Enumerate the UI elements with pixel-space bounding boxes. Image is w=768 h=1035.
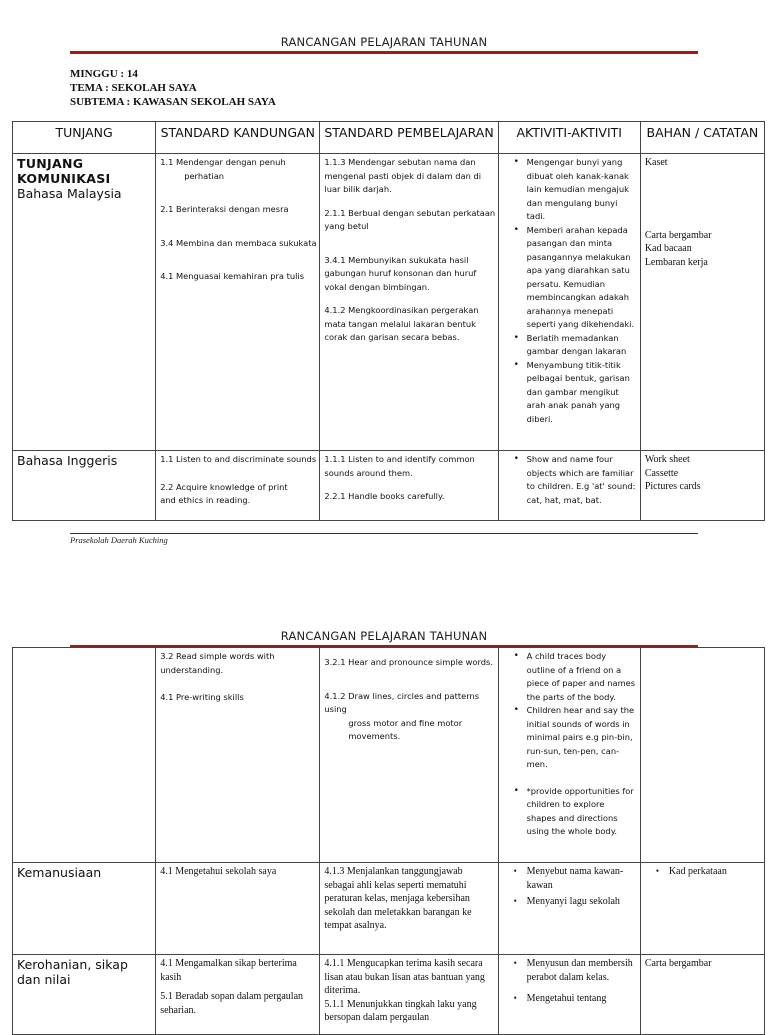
bahan-cell	[640, 451, 764, 521]
standard-pembelajaran-cell	[320, 955, 498, 1035]
table-header-row	[13, 122, 765, 154]
sp-line: vokal dengan bimbingan.	[324, 281, 430, 292]
bahan-cell	[640, 863, 764, 955]
tunjang-cell	[13, 154, 156, 451]
aktiviti-list	[503, 650, 636, 839]
sp-line: corak dan garisan secara bebas.	[324, 332, 460, 342]
tunjang-subject: Kerohanian, sikap dan nilai	[17, 957, 128, 987]
lesson-plan-table	[12, 121, 765, 521]
lesson-plan-table	[12, 647, 765, 1035]
standard-kandungan-cell	[156, 154, 320, 451]
sk-item: understanding.	[160, 664, 224, 675]
sp-line: 3.2.1 Hear and pronounce simple words.	[324, 657, 493, 667]
table-row	[13, 154, 765, 451]
aktiviti-list	[503, 865, 636, 909]
sp-line: 5.1.1 Menunjukkan tingkah laku yang bersopan dalam pergaulan	[324, 998, 477, 1023]
standard-kandungan-cell	[156, 648, 320, 863]
sp-line: 4.1.2 Mengkoordinasikan pergerakan	[324, 305, 479, 315]
aktiviti-cell	[498, 154, 640, 451]
list-item: • Menyambung titik-titik pelbagai bentuk, garisan dan gambar mengikut arah anak panah yang diberi.	[527, 359, 636, 427]
standard-pembelajaran-cell	[320, 451, 498, 521]
sp-line: 2.2.1 Handle books carefully.	[324, 491, 445, 501]
tema-label: TEMA : SEKOLAH SAYA	[70, 82, 197, 94]
tunjang-cell	[13, 648, 156, 863]
table-row	[13, 648, 765, 863]
bahan-list	[645, 865, 760, 879]
sp-line: gross motor and fine motor	[348, 717, 463, 728]
sp-line: 4.1.2 Draw lines, circles and patterns	[324, 690, 480, 701]
bahan-cell	[640, 648, 764, 863]
bahan-cell	[640, 154, 764, 451]
sp-line: 1.1.3 Mendengar sebutan nama dan	[324, 157, 476, 167]
sp-line: 2.1.1 Berbual dengan sebutan perkataan	[324, 207, 496, 218]
sk-item: 2.2 Acquire knowledge of print	[160, 481, 288, 492]
header-standard-pembelajaran: STANDARD PEMBELAJARAN	[320, 122, 498, 154]
sk-item: 5.1 Beradab sopan dalam pergaulan seharian.	[160, 991, 304, 1016]
list-item: • Menyebut nama kawan-kawan	[527, 865, 636, 892]
sk-item: 1.1 Mendengar dengan penuh	[160, 157, 286, 167]
subtema-label: SUBTEMA : KAWASAN SEKOLAH SAYA	[70, 96, 276, 108]
aktiviti-cell	[498, 863, 640, 955]
list-item: • Show and name four objects which are familiar to children. E.g 'at' sound: cat, hat, mat, bat.	[527, 453, 636, 507]
header-standard-kandungan: STANDARD KANDUNGAN	[156, 122, 320, 154]
aktiviti-cell	[498, 451, 640, 521]
list-item: • A child traces body outline of a friend on a piece of paper and names the parts of the body.	[527, 650, 636, 704]
bahan-item: Lembaran kerja	[644, 256, 708, 268]
list-item: • Mengengar bunyi yang dibuat oleh kanak-kanak lain kemudian mengajuk dan mengulang bunyi tadi.	[527, 156, 636, 224]
standard-kandungan-cell	[156, 955, 320, 1035]
bahan-item: Carta bergambar	[644, 229, 712, 241]
bahan-cell	[640, 955, 764, 1035]
bahan-item: Carta bergambar	[644, 958, 712, 969]
list-item: • Berlatih memadankan gambar dengan lakaran	[527, 332, 636, 359]
sp-line: gabungan huruf konsonan dan huruf	[324, 268, 477, 278]
standard-pembelajaran-cell	[320, 154, 498, 451]
sp-line: movements.	[348, 731, 401, 741]
sp-line: mengenal pasti objek di dalam dan di	[324, 170, 482, 181]
list-item: • *provide opportunities for children to explore shapes and directions using the whole body.	[527, 785, 636, 839]
footer-rule	[70, 533, 698, 534]
sp-line: 4.1.3 Menjalankan tanggungjawab sebagai ahli kelas seperti mematuhi peraturan kelas, menjaga kebersihan sekolah dan meletakkan barangan ke tempat asalnya.	[324, 866, 472, 931]
tunjang-cell	[13, 863, 156, 955]
list-item: • Memberi arahan kepada pasangan dan minta pasangannya melakukan apa yang diarahkan satu persatu. Kemudian membincangkan adakah arahannya menepati seperti yang dikehendaki.	[527, 224, 636, 332]
sk-item: 3.2 Read simple words with	[160, 651, 275, 661]
tunjang-subject: Kemanusiaan	[17, 865, 102, 880]
page-title: RANCANGAN PELAJARAN TAHUNAN	[280, 629, 488, 643]
lesson-meta	[70, 67, 276, 109]
tunjang-cell	[13, 451, 156, 521]
tunjang-cell	[13, 955, 156, 1035]
standard-pembelajaran-cell	[320, 863, 498, 955]
header-tunjang: TUNJANG	[13, 122, 156, 154]
aktiviti-list	[503, 453, 636, 507]
sk-item: 4.1 Mengamalkan sikap berterima kasih	[160, 958, 297, 983]
list-item: • Mengetahui tentang	[527, 992, 636, 1006]
page-title: RANCANGAN PELAJARAN TAHUNAN	[280, 35, 488, 49]
list-item: • Menyusun dan membersih perabot dalam kelas.	[527, 957, 636, 984]
aktiviti-list	[503, 957, 636, 1006]
table-row	[13, 863, 765, 955]
sk-item: 4.1 Mengetahui sekolah saya	[160, 866, 277, 877]
sk-item: 2.1 Berinteraksi dengan mesra	[160, 204, 289, 214]
bahan-item: Work sheet	[644, 454, 690, 465]
bahan-item: Kaset	[644, 157, 668, 168]
table-row	[13, 451, 765, 521]
sk-item: 1.1 Listen to and discriminate sounds	[160, 454, 317, 464]
list-item: • Children hear and say the initial sounds of words in minimal pairs e.g pin-bin, run-sun, ten-pen, can-men.	[527, 704, 636, 772]
bahan-item: Kad bacaan	[644, 243, 692, 254]
sk-item: 4.1 Menguasai kemahiran pra tulis	[160, 271, 305, 281]
sp-line: using	[324, 704, 347, 714]
sp-line: 3.4.1 Membunyikan sukukata hasil	[324, 254, 469, 265]
aktiviti-list	[503, 156, 636, 426]
tunjang-subject: Bahasa Malaysia	[17, 186, 122, 201]
list-item: • Menyanyi lagu sekolah	[527, 895, 636, 909]
sp-line: yang betul	[324, 221, 369, 231]
sk-item: 3.4 Membina dan membaca sukukata	[160, 237, 317, 248]
header-aktiviti: AKTIVITI-AKTIVITI	[498, 122, 640, 154]
sp-line: 1.1.1 Listen to and identify common	[324, 454, 475, 464]
standard-pembelajaran-cell	[320, 648, 498, 863]
sp-line: 4.1.1 Mengucapkan terima kasih secara lisan atau bukan lisan atas bantuan yang diterima.	[324, 958, 485, 996]
tunjang-subject: Bahasa Inggeris	[17, 453, 118, 468]
footer-note: Prasekolah Daerah Kuching	[70, 535, 168, 545]
sk-item: and ethics in reading.	[160, 495, 251, 505]
bahan-item: Pictures cards	[644, 481, 701, 492]
table-row	[13, 955, 765, 1035]
standard-kandungan-cell	[156, 451, 320, 521]
minggu-label: MINGGU : 14	[70, 68, 138, 80]
header-bahan-catatan: BAHAN / CATATAN	[640, 122, 764, 154]
aktiviti-cell	[498, 955, 640, 1035]
tunjang-komunikasi: TUNJANG KOMUNIKASI	[17, 156, 111, 186]
sp-line: mata tangan melalui lakaran bentuk	[324, 318, 476, 329]
sk-item: perhatian	[184, 170, 225, 181]
standard-kandungan-cell	[156, 863, 320, 955]
list-item: • Kad perkataan	[669, 865, 760, 879]
sk-item: 4.1 Pre-writing skills	[160, 692, 244, 702]
aktiviti-cell	[498, 648, 640, 863]
sp-line: sounds around them.	[324, 467, 413, 478]
header-rule	[70, 51, 698, 54]
bahan-item: Cassette	[644, 467, 679, 479]
sp-line: luar bilik darjah.	[324, 184, 392, 194]
